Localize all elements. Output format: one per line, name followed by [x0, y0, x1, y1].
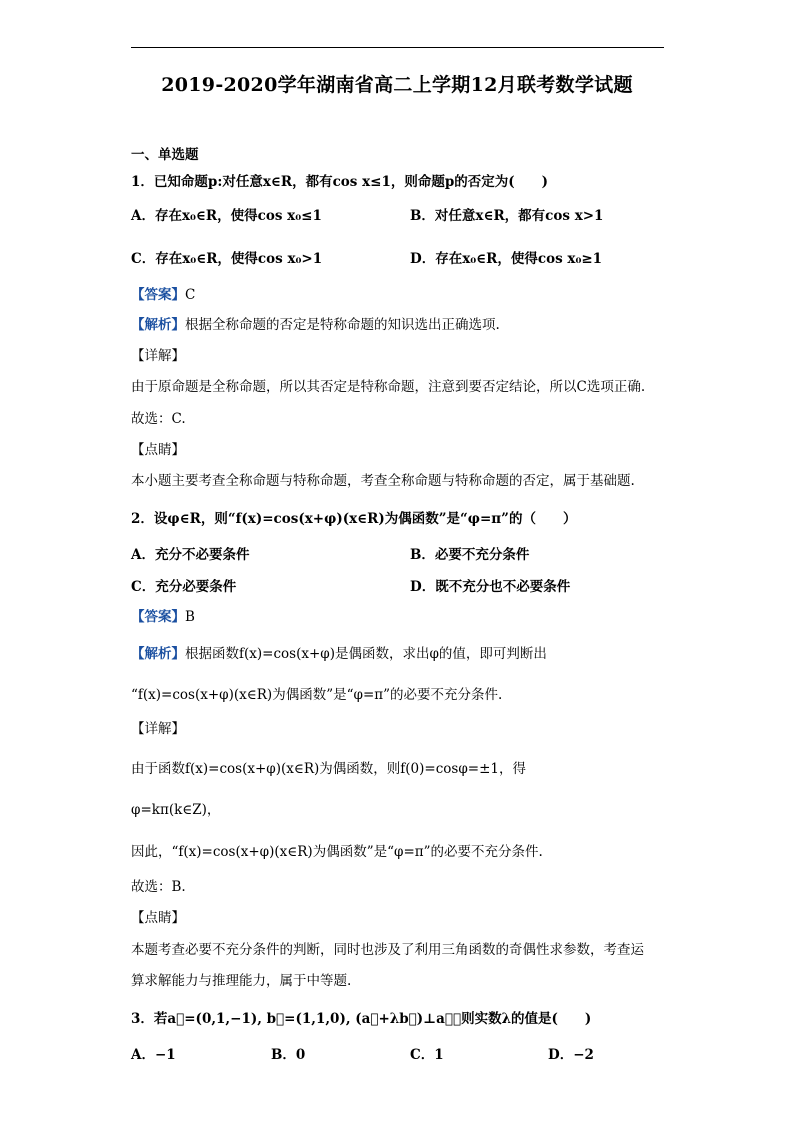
answer-tag: 【答案】	[131, 287, 185, 303]
page-title: 2019-2020学年湖南省高二上学期12月联考数学试题	[161, 74, 633, 96]
q2-answer	[131, 608, 195, 626]
q3-option-a: A．−1	[131, 1047, 176, 1063]
answer-tag: 【答案】	[131, 609, 185, 625]
q2-analysis-text-2: “f(x)=cos(x+φ)(x∈R)为偶函数”是“φ=π”的必要不充分条件.	[131, 687, 503, 703]
q1-stem: 1．已知命题p:对任意x∈R，都有cos x≤1，则命题p的否定为( )	[131, 174, 549, 190]
q1-analysis	[131, 316, 500, 334]
section-heading: 一、单选题	[131, 147, 199, 163]
q3-option-c: C．1	[410, 1047, 444, 1063]
analysis-tag: 【解析】	[131, 317, 185, 333]
q2-stem: 2．设φ∈R，则“f(x)=cos(x+φ)(x∈R)为偶函数”是“φ=π”的（ ）	[131, 511, 577, 527]
q2-analysis-text-1: 根据函数f(x)=cos(x+φ)是偶函数，求出φ的值，即可判断出	[185, 646, 547, 662]
q2-option-d: D．既不充分也不必要条件	[410, 579, 571, 595]
q2-comment-text-2: 算求解能力与推理能力，属于中等题.	[131, 973, 352, 989]
q2-detail-text-1: 由于函数f(x)=cos(x+φ)(x∈R)为偶函数，则f(0)=cosφ=±1，得	[131, 761, 526, 777]
q3-option-b: B．0	[271, 1047, 306, 1063]
q2-comment-tag: 【点睛】	[131, 910, 185, 926]
q1-answer-value: C	[185, 287, 196, 303]
q1-choice: 故选：C.	[131, 411, 186, 427]
q2-analysis	[131, 645, 547, 663]
q2-option-b: B．必要不充分条件	[410, 547, 530, 563]
q2-detail-text-3: 因此，“f(x)=cos(x+φ)(x∈R)为偶函数”是“φ=π”的必要不充分条件.	[131, 844, 543, 860]
q3-option-d: D．−2	[548, 1047, 594, 1063]
q1-analysis-text: 根据全称命题的否定是特称命题的知识选出正确选项.	[185, 317, 500, 333]
q1-answer	[131, 286, 195, 304]
q2-detail-text-2: φ=kπ(k∈Z)，	[131, 802, 221, 818]
q1-option-a: A．存在x₀∈R，使得cos x₀≤1	[131, 208, 322, 224]
q2-detail-tag: 【详解】	[131, 721, 185, 737]
q1-option-b: B．对任意x∈R，都有cos x>1	[410, 208, 604, 224]
q2-answer-value: B	[185, 609, 195, 625]
q1-comment-tag: 【点睛】	[131, 442, 185, 458]
q1-comment-text: 本小题主要考查全称命题与特称命题，考查全称命题与特称命题的否定，属于基础题.	[131, 473, 635, 489]
q1-detail-tag: 【详解】	[131, 348, 185, 364]
q2-choice: 故选：B.	[131, 879, 186, 895]
q2-option-c: C．充分必要条件	[131, 579, 237, 595]
analysis-tag: 【解析】	[131, 646, 185, 662]
header-rule	[131, 47, 664, 48]
q1-detail-text: 由于原命题是全称命题，所以其否定是特称命题，注意到要否定结论，所以C选项正确.	[131, 379, 646, 395]
q1-option-c: C．存在x₀∈R，使得cos x₀>1	[131, 251, 323, 267]
q3-stem: 3．若a⃗=(0,1,−1), b⃗=(1,1,0), (a⃗+λb⃗)⊥a⃗，则实数λ的值是( )	[131, 1011, 592, 1027]
q2-comment-text-1: 本题考查必要不充分条件的判断，同时也涉及了利用三角函数的奇偶性求参数，考查运	[131, 942, 644, 958]
q2-option-a: A．充分不必要条件	[131, 547, 250, 563]
q1-option-d: D．存在x₀∈R，使得cos x₀≥1	[410, 251, 603, 267]
